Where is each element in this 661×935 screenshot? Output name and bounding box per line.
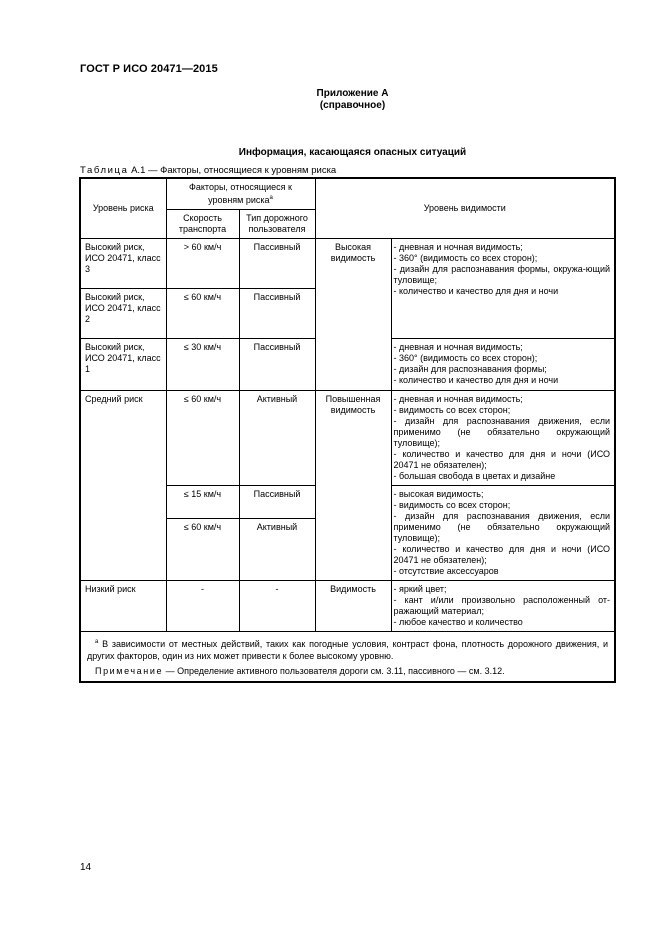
detail-item: - отсутствие аксессуаров — [393, 566, 499, 576]
cell-risk: Средний риск — [80, 391, 166, 581]
cell-risk: Высокий риск, ИСО 20471, класс 3 — [80, 239, 166, 289]
cell-speed: ≤ 60 км/ч — [166, 391, 239, 486]
cell-speed: - — [166, 581, 239, 632]
table-row — [80, 239, 615, 289]
cell-visibility-details — [391, 581, 615, 632]
detail-item: - большая свобода в цветах и дизайне — [393, 471, 556, 481]
appendix-subtitle: (справочное) — [319, 100, 386, 111]
footnote-text: В зависимости от местных действий, таких как погодные условия, контраст фона, плотность дорожного движения, и других факторов, один из них может привести к более высокому уровню. — [87, 639, 609, 661]
detail-item: - дизайн для распознавания движения, если применимо (не обязательно окружающий туловище); — [393, 416, 611, 448]
header-speed: Скорость транспорта — [166, 210, 239, 239]
cell-risk: Высокий риск, ИСО 20471, класс 1 — [80, 339, 166, 391]
detail-item: - количество и качество для дня и ночи (ИСО 20471 не обязателен); — [393, 544, 611, 565]
detail-item: - любое качество и количество — [393, 617, 523, 627]
table-note — [87, 665, 608, 677]
cell-speed: ≤ 30 км/ч — [166, 339, 239, 391]
table-header-row — [80, 178, 615, 210]
cell-visibility-level: Высокая видимость — [315, 239, 391, 391]
cell-speed: ≤ 60 км/ч — [166, 289, 239, 339]
footnote-cell — [80, 632, 615, 683]
detail-item: - количество и качество для дня и ночи — [393, 375, 559, 385]
cell-visibility-level: Повышенная видимость — [315, 391, 391, 581]
note-text: — Определение активного пользователя дороги см. 3.11, пассивного — см. 3.12. — [165, 666, 505, 676]
table-row — [80, 581, 615, 632]
table-caption-text: А.1 — Факторы, относящиеся к уровням риска — [131, 165, 337, 176]
header-risk-level: Уровень риска — [80, 178, 166, 239]
detail-item: - кант и/или произвольно расположенный от-ражающий материал; — [393, 595, 611, 616]
detail-item: - количество и качество для дня и ночи — [393, 286, 559, 296]
table-caption — [80, 165, 336, 176]
cell-visibility-details — [391, 486, 615, 581]
risk-table — [79, 177, 616, 683]
cell-visibility-details — [391, 391, 615, 486]
table-row — [80, 391, 615, 486]
detail-item: - 360° (видимость со всех сторон); — [393, 353, 538, 363]
header-visibility: Уровень видимости — [315, 178, 615, 239]
detail-item: - дневная и ночная видимость; — [393, 342, 523, 352]
standard-header: ГОСТ Р ИСО 20471—2015 — [80, 63, 218, 75]
cell-user: Пассивный — [239, 239, 315, 289]
page-number: 14 — [80, 862, 92, 873]
header-factors: Факторы, относящиеся к уровням риска$^а$ — [166, 178, 315, 210]
cell-speed: > 60 км/ч — [166, 239, 239, 289]
detail-item: - видимость со всех сторон; — [393, 405, 511, 415]
table-footnote-row — [80, 632, 615, 683]
detail-item: - высокая видимость; — [393, 489, 484, 499]
cell-speed: ≤ 60 км/ч — [166, 519, 239, 581]
detail-item: - дневная и ночная видимость; — [393, 394, 523, 404]
cell-speed: ≤ 15 км/ч — [166, 486, 239, 519]
footnote — [87, 636, 608, 662]
appendix-title: Приложение А — [316, 88, 389, 99]
cell-visibility-details — [391, 339, 615, 391]
note-label: Примечание — [95, 666, 164, 676]
cell-user: Пассивный — [239, 486, 315, 519]
table-caption-label: Таблица — [80, 165, 129, 176]
cell-visibility-level: Видимость — [315, 581, 391, 632]
section-heading: Информация, касающаяся опасных ситуаций — [238, 147, 467, 158]
detail-item: - яркий цвет; — [393, 584, 447, 594]
cell-user: Пассивный — [239, 289, 315, 339]
cell-user: Активный — [239, 391, 315, 486]
cell-risk: Низкий риск — [80, 581, 166, 632]
detail-item: - дизайн для распознавания формы; — [393, 364, 547, 374]
cell-user: - — [239, 581, 315, 632]
detail-item: - 360° (видимость со всех сторон); — [393, 253, 538, 263]
cell-user: Активный — [239, 519, 315, 581]
detail-item: - дизайн для распознавания движения, если применимо (не обязательно окружающий туловище); — [393, 511, 611, 543]
footnote-mark: а — [269, 195, 273, 201]
detail-item: - количество и качество для дня и ночи (ИСО 20471 не обязателен); — [393, 449, 611, 470]
header-user-type: Тип дорожного пользователя — [239, 210, 315, 239]
cell-visibility-details — [391, 239, 615, 339]
cell-risk: Высокий риск, ИСО 20471, класс 2 — [80, 289, 166, 339]
cell-user: Пассивный — [239, 339, 315, 391]
footnote-mark: а — [95, 639, 99, 645]
detail-item: - видимость со всех сторон; — [393, 500, 511, 510]
detail-item: - дневная и ночная видимость; — [393, 242, 523, 252]
detail-item: - дизайн для распознавания формы, окружа-ющий туловище; — [393, 264, 611, 285]
